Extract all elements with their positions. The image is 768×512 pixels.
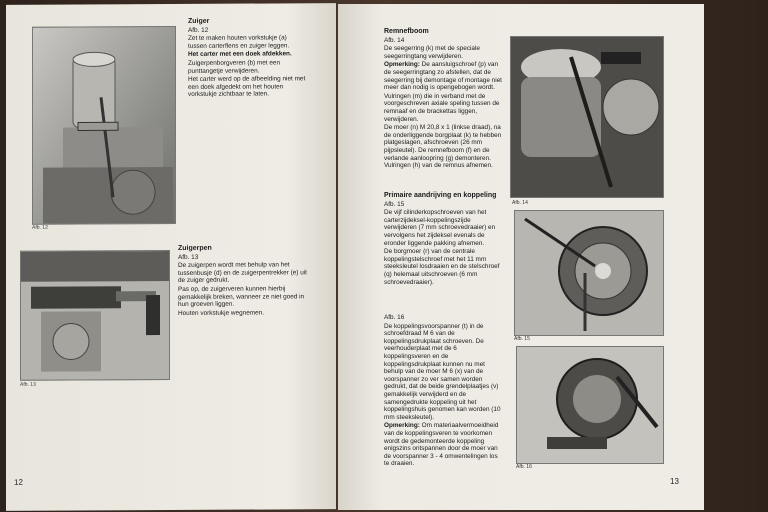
body-text: De koppelingsvoorspanner (t) in de schroefdraad M 6 van de koppelingsdrukplaat schroeven. De veerhouderplaat met de 6 koppelingsveren en de koppelingsdrukplaat kunnen nu met behulp van de moer M 6 (x) van de voorspanner zo ver samen worden gedrukt, dat de beide grendelplaatjes (v) gemakkelijk verwijderd en de samengedrukte koppeling uit het koppelingshuis genomen kan worden (10 mm steeksleutel). bbox=[384, 322, 501, 421]
piston-pin-puller-illustration bbox=[21, 251, 169, 380]
body-text: Zuigerpenborgveren (b) met een punttangetje verwijderen. bbox=[188, 59, 281, 75]
photo-fig13 bbox=[20, 250, 170, 381]
engine-piston-illustration bbox=[33, 27, 175, 224]
body-text: De borgmoer (r) van de centrale koppelingstelschroef met het 11 mm steeksleutel losdraaien en de stelschroef (q) helemaal uitschroeven (6 mm schroevedraaier). bbox=[384, 248, 500, 286]
body-text: Om materiaalvermoeidheid van de koppelingsveren te voorkomen wordt de gedemonteerde koppeling enigszins ontspannen door de moer van de voorspanner 3 - 4 omwentelingen los te draaien. bbox=[384, 422, 499, 468]
left-page bbox=[6, 3, 336, 511]
right-page bbox=[338, 4, 704, 510]
body-text: De seegerring (k) met de speciale seegerringtang verwijderen. bbox=[384, 45, 480, 60]
brake-arm-illustration bbox=[511, 37, 663, 197]
fig-ref: Afb. 14 bbox=[384, 36, 405, 44]
body-text: De zuigerpen wordt met behulp van het tussenbusje (d) en de zuigerpentrekker (e) uit de zuiger gedrukt. bbox=[178, 261, 307, 285]
fig16-caption: Afb. 16 bbox=[516, 464, 532, 470]
fig-ref: Afb. 13 bbox=[178, 253, 199, 261]
fig-ref: Afb. 16 bbox=[384, 314, 405, 321]
body-text: De vijf cilinderkopschroeven van het carterzijdeksel-koppelingszijde verwijderen (7 mm schroevedraaier) en vervolgens het zijdeksel evenals de eronder liggende pakking afnemen. bbox=[384, 209, 496, 247]
photo-fig12 bbox=[32, 26, 176, 225]
fig-ref: Afb. 15 bbox=[384, 200, 405, 208]
bold-instruction: Het carter met een doek afdekken. bbox=[188, 50, 292, 59]
page-number-left: 12 bbox=[14, 477, 23, 487]
note-label: Opmerking: bbox=[384, 61, 420, 69]
fig13-caption: Afb. 13 bbox=[20, 381, 36, 388]
left-section2 bbox=[178, 244, 308, 318]
body-text: Zet te maken houten vorkstukje (a) tussen carterflens en zuiger leggen. bbox=[188, 34, 290, 50]
body-text: Houten vorkstukje wegnemen. bbox=[178, 309, 264, 317]
photo-fig16 bbox=[516, 346, 664, 464]
body-text: Het carter werd op de afbeelding niet met een doek afgedekt om het houten vorkstukje zichtbaar te laten. bbox=[188, 75, 306, 99]
section-heading: Primaire aandrijving en koppeling bbox=[384, 192, 497, 199]
clutch-cover-illustration bbox=[515, 211, 663, 335]
note-label: Opmerking: bbox=[384, 422, 420, 430]
body-text: De aansluigschroef (p) van de seegerringtang zo afstellen, dat de seegerring bij demontage of montage niet meer dan nodig is opengebogen wordt. bbox=[384, 61, 502, 92]
section-heading: Remnefboom bbox=[384, 28, 429, 35]
photo-fig14 bbox=[510, 36, 664, 198]
fig12-caption: Afb. 12 bbox=[32, 224, 48, 231]
photo-fig15 bbox=[514, 210, 664, 336]
right-section1 bbox=[384, 28, 504, 171]
right-section3 bbox=[384, 314, 504, 469]
fig14-caption: Afb. 14 bbox=[512, 200, 528, 206]
body-text: De moer (n) M 20,8 x 1 (linkse draad), na de onderliggende borgplaat (k) te hebben platgeslagen, afschroeven (26 mm pijpsleutel). De remnefboom (f) en de verlande aanloopring (g) demonteren. Vulringen (h) van de remnus afnemen. bbox=[384, 124, 502, 170]
right-section2 bbox=[384, 192, 504, 287]
fig15-caption: Afb. 15 bbox=[514, 336, 530, 342]
section-heading: Zuiger bbox=[188, 17, 210, 25]
fig-ref: Afb. 12 bbox=[188, 26, 209, 34]
body-text: Vulringen (m) die in verband met de voorgeschreven axiale speling tussen de remnaaf en de brackettas liggen, verwijderen. bbox=[384, 92, 500, 123]
clutch-compressor-illustration bbox=[517, 347, 663, 463]
left-section1 bbox=[188, 17, 306, 100]
page-number-right: 13 bbox=[670, 477, 679, 486]
body-text: Pas op, de zuigerveren kunnen hierbij gemakkelijk breken, wanneer ze niet goed in hun groeven liggen. bbox=[178, 285, 305, 309]
section-heading: Zuigerpen bbox=[178, 244, 212, 252]
